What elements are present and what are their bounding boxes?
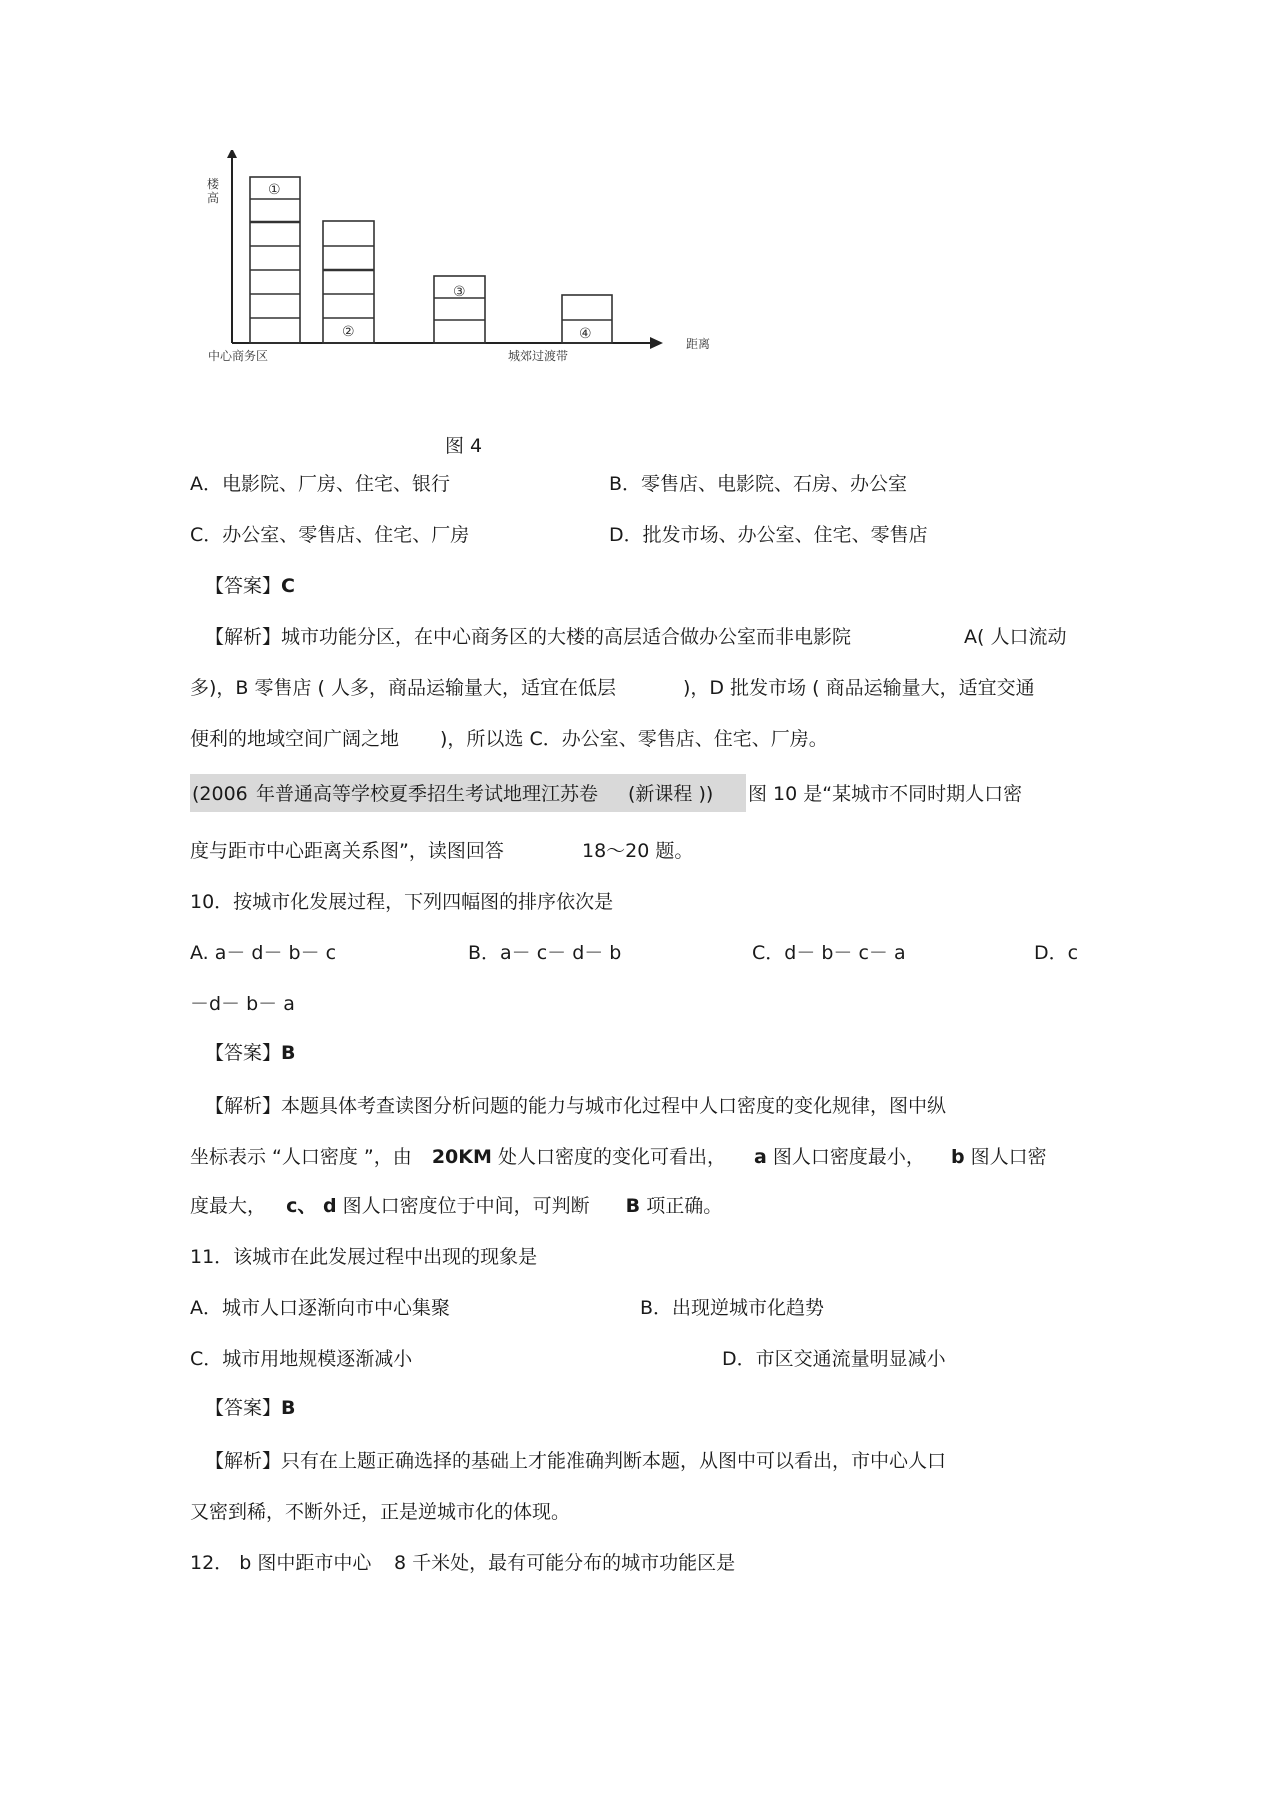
q12-stem-a: 12． b 图中距市中心	[190, 1552, 372, 1574]
source-text-1: 图 10 是“某城市不同时期人口密	[748, 783, 1023, 805]
q12-stem-b: 8 千米处，最有可能分布的城市功能区是	[394, 1552, 736, 1574]
marker-1: ①	[268, 182, 281, 198]
prev-analysis-line-1b: A( 人口流动	[964, 626, 1067, 648]
prev-analysis-line-3a: 便利的地域空间广阔之地	[190, 728, 400, 750]
prev-analysis-line-2b: )，D 批发市场 ( 商品运输量大，适宜交通	[683, 677, 1035, 699]
prev-analysis-line-1a: 【解析】城市功能分区，在中心商务区的大楼的高层适合做办公室而非电影院	[205, 626, 852, 648]
prev-option-b: B．零售店、电影院、石房、办公室	[609, 473, 908, 495]
source-year: (2006	[192, 783, 248, 805]
prev-analysis-line-3b: )，所以选 C．办公室、零售店、住宅、厂房。	[440, 728, 828, 750]
analysis-b: b	[950, 1146, 965, 1168]
analysis-text: 度最大，	[190, 1195, 267, 1217]
q11-analysis-line-2: 又密到稀，不断外迁，正是逆城市化的体现。	[190, 1501, 571, 1523]
q10-option-c: C．d－ b－ c－ a	[752, 942, 906, 964]
figure-caption: 图 4	[445, 435, 483, 457]
q11-option-d: D．市区交通流量明显减小	[722, 1348, 946, 1370]
answer-label: 【答案】	[205, 575, 282, 597]
source-text-2b: 18～20 题。	[582, 840, 694, 862]
q10-analysis-line-2	[190, 1145, 1047, 1169]
q11-option-a: A．城市人口逐渐向市中心集聚	[190, 1297, 450, 1319]
analysis-distance: 20KM	[431, 1146, 492, 1168]
source-text-2a: 度与距市中心距离关系图”，读图回答	[190, 840, 504, 862]
prev-answer	[205, 574, 295, 598]
y-axis-label-2: 高	[207, 191, 220, 205]
source-course: (新课程 ))	[628, 783, 714, 805]
q10-analysis-line-1: 【解析】本题具体考查读图分析问题的能力与城市化过程中人口密度的变化规律，图中纵	[205, 1095, 947, 1117]
label-suburb-zone: 城郊过渡带	[508, 349, 569, 363]
q10-answer	[205, 1041, 296, 1065]
q10-option-d-cont: －d－ b－ a	[190, 993, 295, 1015]
answer-label: 【答案】	[205, 1042, 282, 1064]
q11-option-c: C．城市用地规模逐渐减小	[190, 1348, 413, 1370]
q10-analysis-line-3	[190, 1194, 722, 1218]
q10-option-b: B．a－ c－ d－ b	[468, 942, 622, 964]
q10-option-a: A. a－ d－ b－ c	[190, 942, 337, 964]
analysis-text: 处人口密度的变化可看出，	[497, 1146, 726, 1168]
q10-stem: 10．按城市化发展过程，下列四幅图的排序依次是	[190, 891, 614, 913]
analysis-option-b: B	[625, 1195, 641, 1217]
y-axis-label-1: 楼	[207, 177, 220, 191]
building-height-diagram	[190, 150, 750, 420]
q10-option-d: D．c	[1034, 942, 1079, 964]
marker-4: ④	[579, 326, 592, 342]
x-axis-label: 距离	[686, 337, 711, 351]
analysis-cd: c、 d	[286, 1195, 337, 1217]
analysis-text: 图人口密度位于中间，可判断	[342, 1195, 590, 1217]
label-center-district: 中心商务区	[208, 349, 269, 363]
analysis-a: a	[754, 1146, 767, 1168]
prev-option-d: D．批发市场、办公室、住宅、零售店	[609, 524, 928, 546]
marker-3: ③	[453, 284, 466, 300]
analysis-text: 项正确。	[646, 1195, 723, 1217]
analysis-text: 坐标表示 “人口密度 ”，由	[190, 1146, 412, 1168]
marker-2: ②	[342, 324, 355, 340]
prev-option-a: A．电影院、厂房、住宅、银行	[190, 473, 450, 495]
q11-stem: 11．该城市在此发展过程中出现的现象是	[190, 1246, 538, 1268]
analysis-text: 图人口密	[970, 1146, 1047, 1168]
q11-analysis-line-1: 【解析】只有在上题正确选择的基础上才能准确判断本题，从图中可以看出，市中心人口	[205, 1450, 947, 1472]
source-exam-name: 年普通高等学校夏季招生考试地理江苏卷	[256, 783, 599, 805]
q11-option-b: B．出现逆城市化趋势	[640, 1297, 825, 1319]
answer-label: 【答案】	[205, 1397, 282, 1419]
building-1	[250, 177, 300, 343]
prev-option-c: C．办公室、零售店、住宅、厂房	[190, 524, 470, 546]
answer-value: C	[281, 575, 295, 597]
answer-value: B	[281, 1042, 296, 1064]
analysis-text: 图人口密度最小，	[772, 1146, 925, 1168]
answer-value: B	[281, 1397, 296, 1419]
q11-answer	[205, 1396, 296, 1420]
prev-analysis-line-2a: 多)，B 零售店 ( 人多，商品运输量大，适宜在低层	[190, 677, 616, 699]
